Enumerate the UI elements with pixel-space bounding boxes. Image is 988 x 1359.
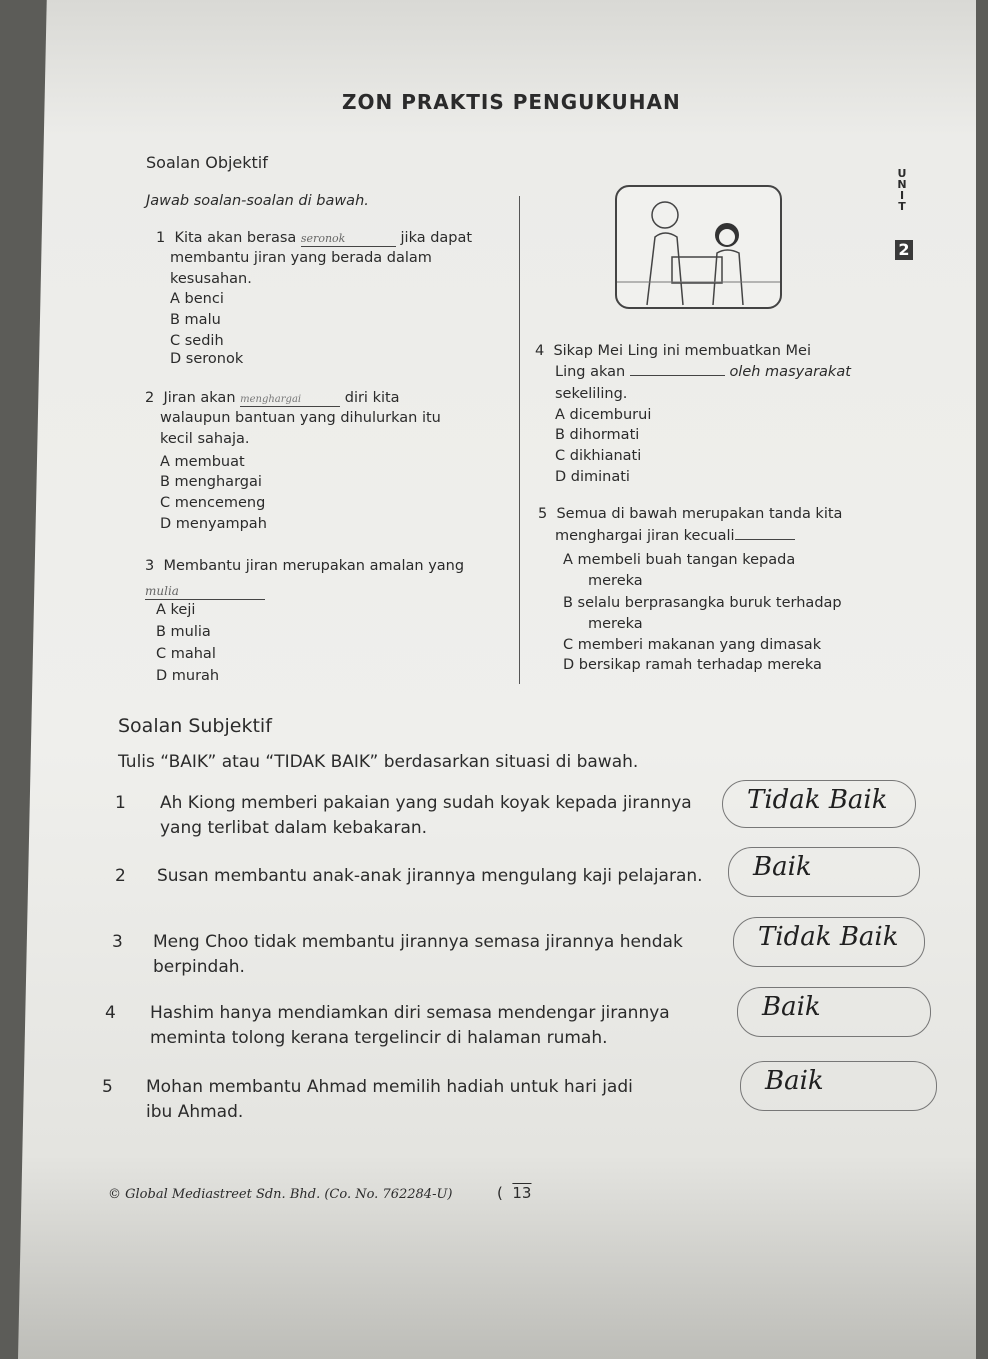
q2-line1 bbox=[145, 390, 400, 407]
subjektif-instruction: Tulis “BAIK” atau “TIDAK BAIK” berdasarkan situasi di bawah. bbox=[118, 752, 639, 772]
neighbours-illustration bbox=[617, 187, 780, 307]
q2-text-a: Jiran akan bbox=[163, 390, 236, 406]
q4-text: Sikap Mei Ling ini membuatkan Mei bbox=[553, 343, 811, 359]
illustration bbox=[615, 185, 782, 309]
objektif-instruction: Jawab soalan-soalan di bawah. bbox=[146, 193, 369, 209]
s5-line2: ibu Ahmad. bbox=[146, 1102, 244, 1122]
s5-number: 5 bbox=[102, 1077, 113, 1097]
q3-text: Membantu jiran merupakan amalan yang bbox=[163, 558, 465, 574]
q5-text: Semua di bawah merupakan tanda kita bbox=[556, 506, 843, 522]
q5-line2 bbox=[555, 528, 795, 544]
copyright-footer: © Global Mediastreet Sdn. Bhd. (Co. No. 762284-U) bbox=[108, 1187, 453, 1202]
s2-line1: Susan membantu anak-anak jirannya mengulang kaji pelajaran. bbox=[157, 866, 703, 886]
s5-answer: Baik bbox=[765, 1066, 824, 1096]
q2-blank bbox=[240, 390, 340, 407]
q2-option-c[interactable]: C mencemeng bbox=[160, 495, 266, 511]
objektif-heading: Soalan Objektif bbox=[146, 153, 268, 172]
q1-line1 bbox=[156, 230, 472, 247]
q4-blank bbox=[630, 375, 725, 376]
s1-number: 1 bbox=[115, 793, 126, 813]
q2-option-d[interactable]: D menyampah bbox=[160, 516, 267, 532]
unit-number: 2 bbox=[895, 240, 913, 260]
q5-option-a[interactable]: A membeli buah tangan kepada bbox=[563, 552, 796, 568]
q5-line1 bbox=[538, 506, 842, 522]
q5-number: 5 bbox=[538, 506, 548, 522]
q1-option-d[interactable]: D seronok bbox=[170, 351, 244, 367]
q1-number: 1 bbox=[156, 230, 166, 246]
s4-answer-box[interactable] bbox=[737, 987, 931, 1037]
s2-answer: Baik bbox=[753, 852, 812, 882]
s4-line1: Hashim hanya mendiamkan diri semasa mendengar jirannya bbox=[150, 1003, 670, 1023]
q4-option-b[interactable]: B dihormati bbox=[555, 427, 640, 443]
q5-option-c[interactable]: C memberi makanan yang dimasak bbox=[563, 637, 822, 653]
q2-handwritten: menghargai bbox=[240, 394, 302, 405]
q1-blank bbox=[301, 230, 396, 247]
q1-handwritten: seronok bbox=[300, 232, 346, 245]
column-divider bbox=[519, 196, 520, 684]
page-title: ZON PRAKTIS PENGUKUHAN bbox=[342, 90, 681, 114]
q2-line2: walaupun bantuan yang dihulurkan itu bbox=[160, 410, 441, 426]
s5-line1: Mohan membantu Ahmad memilih hadiah untuk hari jadi bbox=[146, 1077, 633, 1097]
q3-handwritten: mulia bbox=[145, 584, 179, 598]
q3-blank bbox=[145, 580, 265, 600]
s1-line1: Ah Kiong memberi pakaian yang sudah koyak kepada jirannya bbox=[160, 793, 692, 813]
q5-option-d[interactable]: D bersikap ramah terhadap mereka bbox=[563, 657, 822, 673]
q2-option-a[interactable]: A membuat bbox=[160, 454, 245, 470]
q1-line3: kesusahan. bbox=[170, 271, 252, 287]
s3-answer-box[interactable] bbox=[733, 917, 925, 967]
q4-option-c[interactable]: C dikhianati bbox=[555, 448, 642, 464]
q4-text-a: Ling akan bbox=[555, 364, 626, 380]
s3-number: 3 bbox=[112, 932, 123, 952]
q1-option-b[interactable]: B malu bbox=[170, 312, 221, 328]
q3-option-d[interactable]: D murah bbox=[156, 668, 220, 684]
q1-line2: membantu jiran yang berada dalam bbox=[170, 250, 432, 266]
q4-number: 4 bbox=[535, 343, 545, 359]
page-number-value: 13 bbox=[512, 1184, 532, 1202]
q3-number: 3 bbox=[145, 558, 155, 574]
s4-line2: meminta tolong kerana tergelincir di halaman rumah. bbox=[150, 1028, 608, 1048]
s4-answer: Baik bbox=[762, 992, 821, 1022]
q5-option-a-cont: mereka bbox=[588, 573, 643, 589]
subjektif-heading: Soalan Subjektif bbox=[118, 715, 272, 737]
q3-line1 bbox=[145, 558, 464, 574]
q5-blank bbox=[735, 539, 795, 540]
q5-option-b-cont: mereka bbox=[588, 616, 643, 632]
q1-option-a[interactable]: A benci bbox=[170, 291, 224, 307]
s1-answer-box[interactable] bbox=[722, 780, 916, 828]
unit-tab: U N I T bbox=[897, 167, 907, 213]
q4-text-b: oleh masyarakat bbox=[729, 364, 851, 380]
s1-answer: Tidak Baik bbox=[747, 785, 888, 815]
q2-line3: kecil sahaja. bbox=[160, 431, 250, 447]
q4-option-a[interactable]: A dicemburui bbox=[555, 407, 652, 423]
s3-answer: Tidak Baik bbox=[758, 922, 899, 952]
q3-option-c[interactable]: C mahal bbox=[156, 646, 216, 662]
q2-option-b[interactable]: B menghargai bbox=[160, 474, 262, 490]
s2-answer-box[interactable] bbox=[728, 847, 920, 897]
q4-option-d[interactable]: D diminati bbox=[555, 469, 630, 485]
q3-option-a[interactable]: A keji bbox=[156, 602, 196, 618]
s4-number: 4 bbox=[105, 1003, 116, 1023]
q1-option-c[interactable]: C sedih bbox=[170, 333, 224, 349]
s3-line1: Meng Choo tidak membantu jirannya semasa jirannya hendak bbox=[153, 932, 683, 952]
q4-line1 bbox=[535, 343, 811, 359]
s1-line2: yang terlibat dalam kebakaran. bbox=[160, 818, 428, 838]
q2-text-b: diri kita bbox=[344, 390, 400, 406]
s5-answer-box[interactable] bbox=[740, 1061, 937, 1111]
q4-line2 bbox=[555, 364, 851, 380]
q4-line3: sekeliling. bbox=[555, 386, 628, 402]
page-number: ( 13 bbox=[497, 1184, 532, 1202]
q5-option-b[interactable]: B selalu berprasangka buruk terhadap bbox=[563, 595, 842, 611]
s2-number: 2 bbox=[115, 866, 126, 886]
q3-option-b[interactable]: B mulia bbox=[156, 624, 211, 640]
q5-text-2: menghargai jiran kecuali bbox=[555, 528, 735, 544]
q1-text-a: Kita akan berasa bbox=[174, 230, 297, 246]
q1-text-b: jika dapat bbox=[400, 230, 473, 246]
s3-line2: berpindah. bbox=[153, 957, 245, 977]
q2-number: 2 bbox=[145, 390, 155, 406]
